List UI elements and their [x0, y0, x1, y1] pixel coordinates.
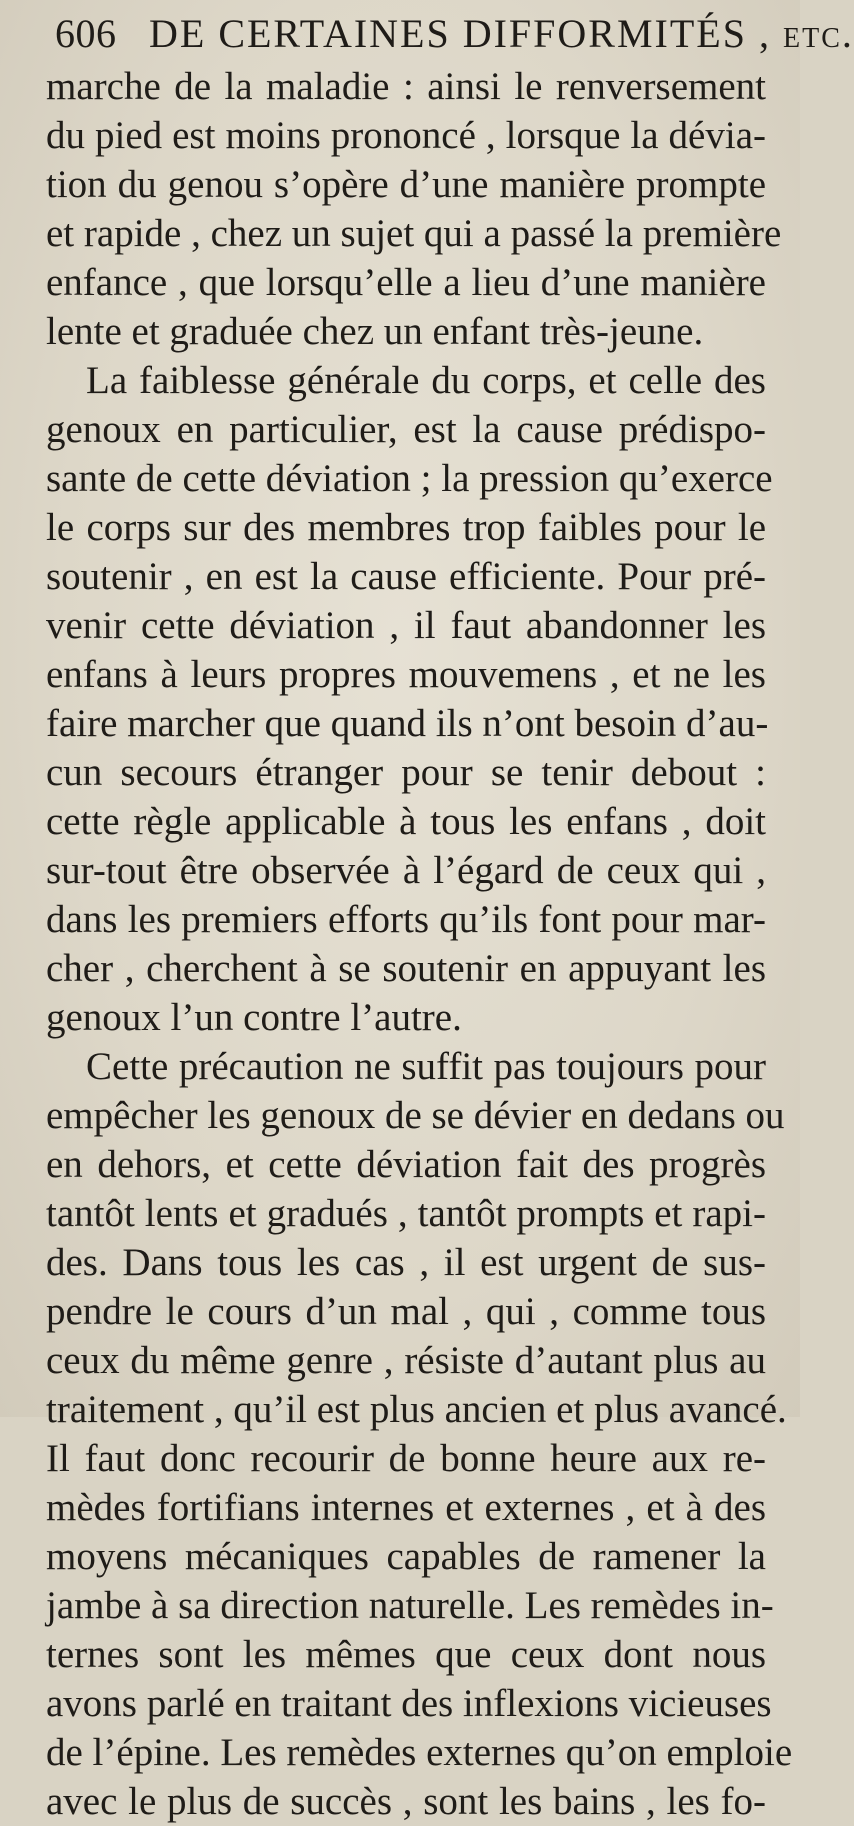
- text-line: pendre le cours d’un mal , qui , comme tous: [46, 1290, 766, 1333]
- text-line: marche de la maladie : ainsi le renversement: [46, 65, 766, 108]
- text-line: du pied est moins prononcé , lorsque la dévia-: [46, 114, 766, 157]
- text-line: sante de cette déviation ; la pression qu’exerce: [46, 457, 773, 500]
- text-line: tantôt lents et gradués , tantôt prompts et rapi-: [46, 1192, 766, 1235]
- text-line: genoux l’un contre l’autre.: [46, 996, 462, 1039]
- text-line: venir cette déviation , il faut abandonner les: [46, 604, 766, 647]
- text-line: le corps sur des membres trop faibles pour le: [46, 506, 766, 549]
- text-line: genoux en particulier, est la cause prédispo-: [46, 408, 766, 451]
- text-line: cette règle applicable à tous les enfans , doit: [46, 800, 766, 843]
- text-line: Il faut donc recourir de bonne heure aux re-: [46, 1437, 766, 1480]
- text-line: faire marcher que quand ils n’ont besoin d’au-: [46, 702, 769, 745]
- body-text: [46, 62, 793, 1826]
- text-line: sur-tout être observée à l’égard de ceux qui ,: [46, 849, 766, 892]
- text-line: enfance , que lorsqu’elle a lieu d’une manière: [46, 261, 766, 304]
- text-line: La faiblesse générale du corps, et celle des: [86, 359, 766, 402]
- text-line: Cette précaution ne suffit pas toujours pour: [86, 1045, 766, 1088]
- text-line: lente et graduée chez un enfant très-jeune.: [46, 310, 704, 353]
- text-line: cher , cherchent à se soutenir en appuyant les: [46, 947, 766, 990]
- text-line: en dehors, et cette déviation fait des progrès: [46, 1143, 766, 1186]
- text-line: de l’épine. Les remèdes externes qu’on emploie: [46, 1731, 793, 1774]
- text-line: cun secours étranger pour se tenir debout :: [46, 751, 766, 794]
- running-head: [55, 10, 854, 57]
- page-number: 606: [55, 11, 117, 56]
- text-line: et rapide , chez un sujet qui a passé la première: [46, 212, 782, 255]
- text-line: jambe à sa direction naturelle. Les remèdes in-: [46, 1584, 774, 1627]
- text-line: ternes sont les mêmes que ceux dont nous: [46, 1633, 766, 1676]
- text-line: ceux du même genre , résiste d’autant plus au: [46, 1339, 766, 1382]
- text-line: soutenir , en est la cause efficiente. Pour pré-: [46, 555, 766, 598]
- running-title: DE CERTAINES DIFFORMITÉS , etc.: [149, 11, 854, 56]
- text-line: traitement , qu’il est plus ancien et plus avancé.: [46, 1388, 787, 1431]
- text-line: moyens mécaniques capables de ramener la: [46, 1535, 766, 1578]
- text-line: avec le plus de succès , sont les bains , les fo-: [46, 1780, 766, 1823]
- text-line: avons parlé en traitant des inflexions vicieuses: [46, 1682, 772, 1725]
- text-line: des. Dans tous les cas , il est urgent de sus-: [46, 1241, 766, 1284]
- text-line: dans les premiers efforts qu’ils font pour mar-: [46, 898, 766, 941]
- text-line: empêcher les genoux de se dévier en dedans ou: [46, 1094, 785, 1137]
- text-line: enfans à leurs propres mouvemens , et ne les: [46, 653, 766, 696]
- text-line: tion du genou s’opère d’une manière prompte: [46, 163, 766, 206]
- text-line: mèdes fortifians internes et externes , et à des: [46, 1486, 766, 1529]
